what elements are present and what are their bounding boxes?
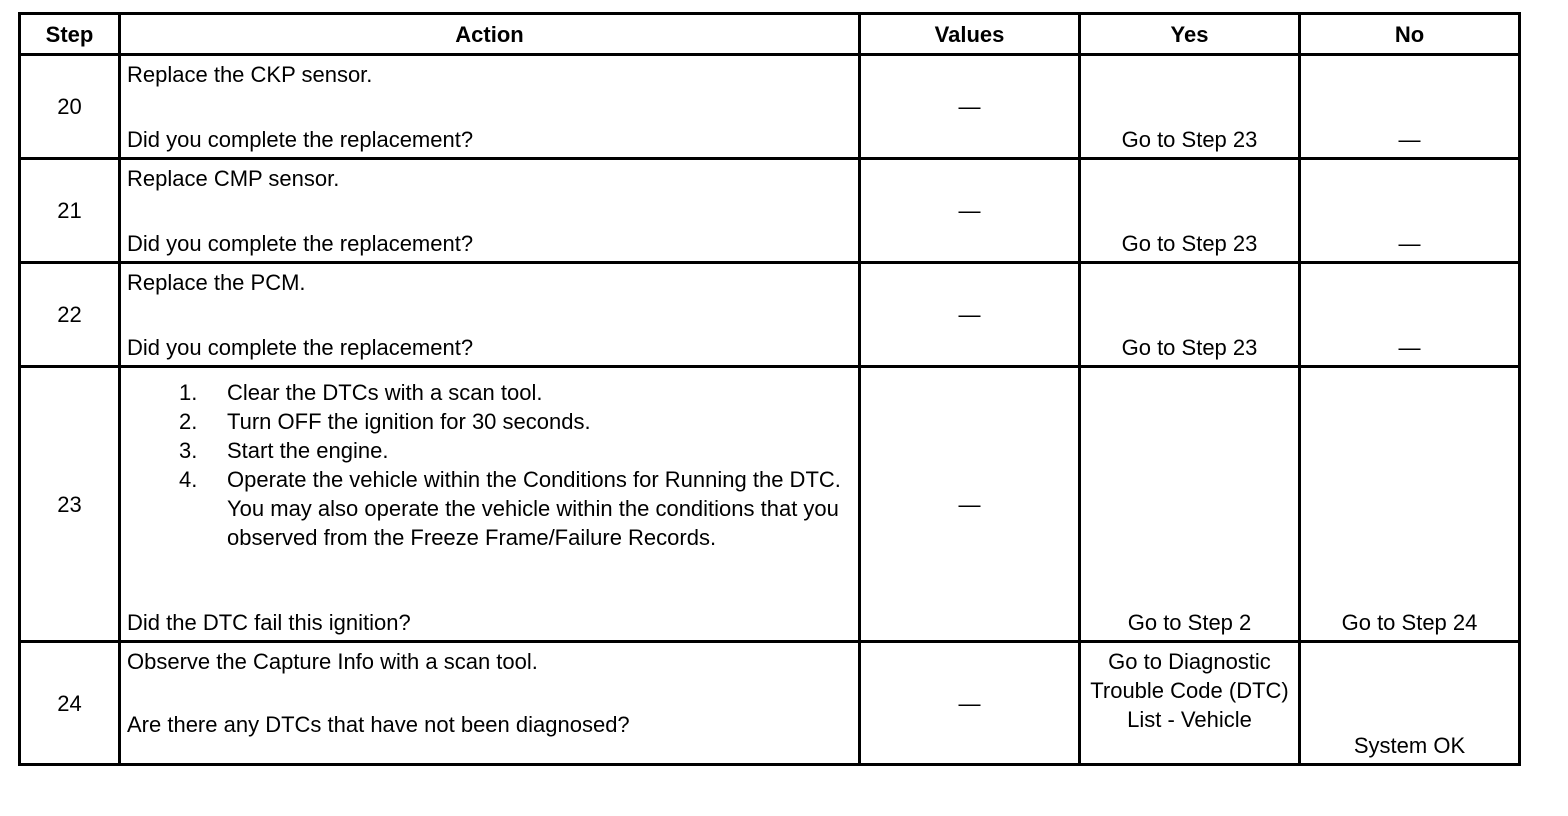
header-step: Step	[20, 14, 120, 55]
yes-text: Go to Step 2	[1127, 610, 1252, 635]
step-number: 20	[20, 55, 120, 159]
action-text: Replace CMP sensor.	[127, 166, 340, 191]
list-item-text: Clear the DTCs with a scan tool.	[227, 380, 543, 405]
values-cell: —	[860, 642, 1080, 765]
header-row	[20, 14, 1520, 55]
list-item-text: Turn OFF the ignition for 30 seconds.	[227, 409, 591, 434]
table-row	[20, 367, 1520, 642]
step-number: 23	[20, 367, 120, 642]
header-action: Action	[120, 14, 860, 55]
action-cell	[120, 159, 860, 263]
list-item	[179, 465, 852, 552]
table-row	[20, 55, 1520, 159]
action-question: Did you complete the replacement?	[127, 127, 474, 152]
values-cell: —	[860, 263, 1080, 367]
yes-cell	[1080, 642, 1300, 765]
diagnostic-table	[18, 12, 1521, 766]
yes-cell	[1080, 55, 1300, 159]
header-values: Values	[860, 14, 1080, 55]
list-item	[179, 378, 852, 407]
action-question: Did you complete the replacement?	[127, 335, 474, 360]
yes-cell	[1080, 159, 1300, 263]
no-cell	[1300, 367, 1520, 642]
action-cell	[120, 642, 860, 765]
no-text: —	[1398, 231, 1421, 256]
list-item	[179, 436, 852, 465]
step-number: 22	[20, 263, 120, 367]
action-cell	[120, 55, 860, 159]
values-cell: —	[860, 55, 1080, 159]
values-cell: —	[860, 367, 1080, 642]
yes-text: Go to Step 23	[1121, 127, 1258, 152]
no-text: —	[1398, 127, 1421, 152]
values-cell: —	[860, 159, 1080, 263]
action-text: Replace the CKP sensor.	[127, 62, 373, 87]
yes-cell	[1080, 263, 1300, 367]
no-cell	[1300, 159, 1520, 263]
action-text: Observe the Capture Info with a scan tool.	[127, 649, 538, 674]
action-question: Did you complete the replacement?	[127, 231, 474, 256]
no-cell	[1300, 642, 1520, 765]
no-cell	[1300, 55, 1520, 159]
action-question: Are there any DTCs that have not been diagnosed?	[127, 712, 630, 737]
yes-cell	[1080, 367, 1300, 642]
action-cell	[120, 263, 860, 367]
step-number: 21	[20, 159, 120, 263]
table-row	[20, 159, 1520, 263]
list-item-text: Operate the vehicle within the Conditions for Running the DTC. You may also operate the vehicle within the conditions that you observed from the Freeze Frame/Failure Records.	[227, 467, 841, 550]
table-row	[20, 642, 1520, 765]
action-question: Did the DTC fail this ignition?	[127, 610, 411, 635]
action-cell	[120, 367, 860, 642]
no-text: —	[1398, 335, 1421, 360]
no-text: Go to Step 24	[1341, 610, 1478, 635]
yes-text: Go to Diagnostic Trouble Code (DTC) List - Vehicle	[1090, 649, 1289, 732]
list-item	[179, 407, 852, 436]
header-no: No	[1300, 14, 1520, 55]
list-item-number: 2.	[179, 409, 198, 434]
procedure-list	[127, 378, 852, 552]
no-cell	[1300, 263, 1520, 367]
header-yes: Yes	[1080, 14, 1300, 55]
table-row	[20, 263, 1520, 367]
yes-text: Go to Step 23	[1121, 335, 1258, 360]
list-item-number: 4.	[179, 467, 198, 492]
yes-text: Go to Step 23	[1121, 231, 1258, 256]
list-item-text: Start the engine.	[227, 438, 389, 463]
list-item-number: 1.	[179, 380, 198, 405]
list-item-number: 3.	[179, 438, 198, 463]
step-number: 24	[20, 642, 120, 765]
no-text: System OK	[1353, 733, 1466, 758]
action-text: Replace the PCM.	[127, 270, 306, 295]
